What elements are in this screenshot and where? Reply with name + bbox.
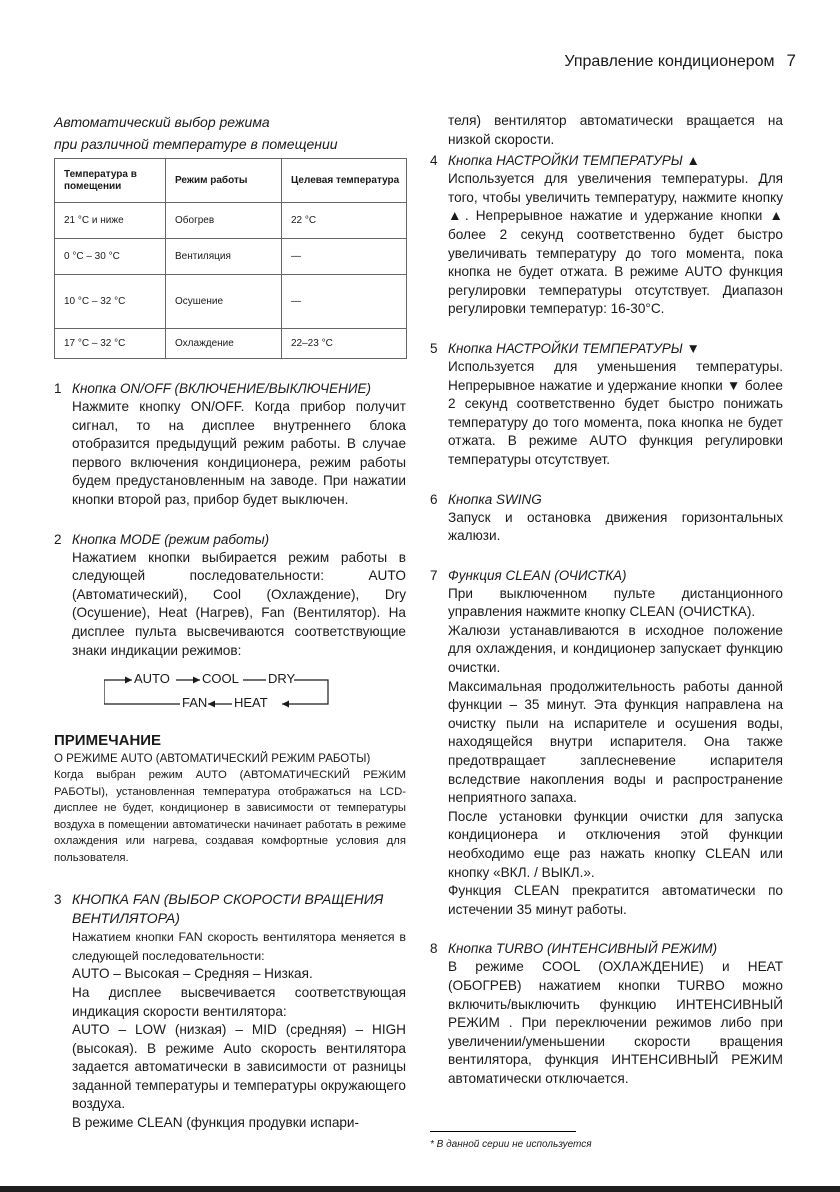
mode-table bbox=[54, 158, 407, 359]
section-mode bbox=[54, 530, 406, 712]
note-title: ПРИМЕЧАНИЕ bbox=[54, 732, 162, 750]
table-title bbox=[54, 112, 406, 154]
mode-auto-label: AUTO bbox=[134, 671, 170, 687]
mode-heat-label: HEAT bbox=[234, 695, 268, 711]
table-cell: Обогрев bbox=[166, 203, 282, 239]
mode-sequence-diagram bbox=[72, 669, 406, 711]
footnote: * В данной серии не используется bbox=[430, 1139, 592, 1150]
section-swing bbox=[430, 490, 783, 546]
section-number: 3 bbox=[54, 892, 62, 908]
section-text: Нажатием кнопки FAN скорость вентилятора меняется в следующей последовательности: bbox=[72, 930, 406, 963]
table-row bbox=[55, 239, 407, 275]
section-text: Функция CLEAN прекратится автоматически по истечении 35 минут работы. bbox=[448, 883, 783, 917]
table-header-row bbox=[55, 159, 407, 203]
section-text: AUTO – Высокая – Средняя – Низкая. bbox=[72, 966, 313, 982]
section-number: 1 bbox=[54, 381, 62, 396]
left-column bbox=[54, 112, 406, 1133]
section-number: 2 bbox=[54, 531, 62, 547]
note-subtitle: О РЕЖИМЕ AUTO (АВТОМАТИЧЕСКИЙ РЕЖИМ РАБОТЫ) bbox=[54, 753, 371, 766]
table-header-cell: Целевая температура bbox=[282, 159, 407, 203]
page-header bbox=[564, 51, 796, 71]
table-cell: Осушение bbox=[166, 275, 282, 329]
table-cell: Вентиляция bbox=[166, 239, 282, 275]
table-cell: — bbox=[282, 239, 407, 275]
section-text: В режиме CLEAN (функция продувки испари- bbox=[72, 1115, 360, 1131]
mode-dry-label: DRY bbox=[268, 671, 296, 687]
section-text: AUTO – LOW (низкая) – MID (средняя) – HIGH (высокая). В режиме Auto скорость вентилятора задается автоматически в зависимости от разницы заданной температуры и температуры окружающего воздуха. bbox=[72, 1022, 406, 1112]
bottom-bar bbox=[0, 1186, 840, 1192]
section-text: На дисплее высвечивается соответствующая индикация скорости вентилятора: bbox=[72, 984, 406, 1019]
section-heading: Кнопка НАСТРОЙКИ ТЕМПЕРАТУРЫ ▼ bbox=[448, 340, 700, 356]
table-header-cell: Режим работы bbox=[166, 159, 282, 203]
section-text: Запуск и остановка движения горизонтальных жалюзи. bbox=[448, 509, 783, 544]
table-cell: 22–23 °C bbox=[282, 329, 407, 359]
note-block bbox=[54, 731, 406, 866]
section-text-continued: теля) вентилятор автоматически вращается на низкой скорости. bbox=[448, 113, 783, 147]
section-heading: Кнопка MODE (режим работы) bbox=[72, 531, 270, 547]
page-number: 7 bbox=[786, 51, 796, 70]
table-cell: Охлаждение bbox=[166, 329, 282, 359]
table-cell: 22 °C bbox=[282, 203, 407, 239]
table-cell: 21 °C и ниже bbox=[55, 203, 166, 239]
section-text: Нажатием кнопки выбирается режим работы в следующей последовательности: AUTO (Автоматический), Cool (Охлаждение), Dry (Осушение), Heat (Нагрев), Fan (Вентилятор). На дисплее пульта высвечиваются соответствующие знаки индикации режимов: bbox=[72, 549, 406, 658]
mode-fan-label: FAN bbox=[182, 695, 208, 711]
section-turbo bbox=[430, 939, 783, 1088]
table-title-line: при различной температуре в помещении bbox=[54, 136, 338, 152]
section-text: В режиме COOL (ОХЛАЖДЕНИЕ) и HEAT (ОБОГРЕВ) нажатием кнопки TURBO можно включить/выключить функцию ИНТЕНСИВНЫЙ РЕЖИМ . При переключении режимов либо при увеличении/уменьшении скорости вращения вентилятора, функция ИНТЕНСИВНЫЙ РЕЖИМ автоматически отключается. bbox=[448, 959, 783, 1086]
section-text: Жалюзи устанавливаются в исходное положение для охлаждения, и кондиционер запускает функцию очистки. bbox=[448, 622, 783, 676]
header-title: Управление кондиционером bbox=[564, 53, 775, 70]
section-temp-down bbox=[430, 339, 783, 470]
table-row bbox=[55, 203, 407, 239]
mode-cool-label: COOL bbox=[202, 671, 239, 687]
section-text: При выключенном пульте дистанционного управления нажмите кнопку CLEAN (ОЧИСТКА). bbox=[448, 585, 783, 620]
section-heading: Кнопка ON/OFF (ВКЛЮЧЕНИЕ/ВЫКЛЮЧЕНИЕ) bbox=[72, 381, 371, 396]
section-text: Используется для уменьшения температуры. Непрерывное нажатие и удержание кнопки ▼ более 2 секунд соответственно будет быстро понижать температуру до того момента, пока кнопка не будет отжата. В режиме AUTO функция регулировки температуры отсутствует. bbox=[448, 358, 783, 467]
section-heading: КНОПКА FAN (ВЫБОР СКОРОСТИ ВРАЩЕНИЯ ВЕНТИЛЯТОРА) bbox=[72, 891, 384, 927]
section-clean bbox=[430, 566, 783, 920]
section-number: 6 bbox=[430, 491, 438, 507]
section-heading: Функция CLEAN (ОЧИСТКА) bbox=[448, 567, 627, 583]
section-number: 8 bbox=[430, 941, 438, 957]
section-number: 7 bbox=[430, 567, 438, 583]
section-text: Максимальная продолжительность работы данной функции – 35 минут. Эта функция направлена на очистку пыли на испарителе и осушения воды, находящейся внутри испарителя. Она также предотвращает заплесневение испарителя вследствие накопления воды и распространение неприятного запаха. bbox=[448, 678, 783, 806]
section-text: Нажмите кнопку ON/OFF. Когда прибор получит сигнал, то на дисплее внутреннего блока отобразится предыдущий режим работы. В случае первого включения кондиционера, режим работы будем предустановленным на заводе. При нажатии кнопки второй раз, прибор будет выключен. bbox=[72, 399, 406, 507]
section-temp-up bbox=[430, 151, 783, 319]
section-text: После установки функции очистки для запуска кондиционера и отключения этой функции необходимо еще раз нажать кнопку CLEAN или кнопку «ВКЛ. / ВЫКЛ.». bbox=[448, 808, 783, 880]
note-text: Когда выбран режим AUTO (АВТОМАТИЧЕСКИЙ РЕЖИМ РАБОТЫ), установленная температура отображаться на LCD-дисплее не будет, кондиционер в зависимости от температуры воздуха в помещении автоматически начинает работать в режиме охлаждения или нагрева, создавая комфортные условия для пользователя. bbox=[54, 769, 406, 864]
section-on-off bbox=[54, 379, 406, 510]
section-number: 5 bbox=[430, 340, 438, 356]
section-number: 4 bbox=[430, 153, 438, 169]
table-row bbox=[55, 329, 407, 359]
section-text: Используется для увеличения температуры. Для того, чтобы увеличить температуру, нажмите кнопку ▲. Непрерывное нажатие и удержание кнопки ▲ более 2 секунд соответственно будет быстро увеличивать температуру до того момента, пока кнопка не будет отжата. В режиме AUTO функция регулировки температуры отсутствует. Диапазон регулировки температур: 16-30°C. bbox=[448, 171, 783, 317]
section-heading: Кнопка SWING bbox=[448, 491, 542, 507]
table-header-cell: Температура в помещении bbox=[55, 159, 166, 203]
footnote-rule bbox=[430, 1131, 576, 1132]
right-column bbox=[430, 112, 783, 1089]
section-heading: Кнопка НАСТРОЙКИ ТЕМПЕРАТУРЫ ▲ bbox=[448, 153, 700, 169]
table-row bbox=[55, 275, 407, 329]
table-cell: 0 °C – 30 °C bbox=[55, 239, 166, 275]
table-cell: 10 °C – 32 °C bbox=[55, 275, 166, 329]
section-fan bbox=[54, 890, 406, 1133]
table-title-line: Автоматический выбор режима bbox=[54, 114, 270, 130]
section-heading: Кнопка TURBO (ИНТЕНСИВНЫЙ РЕЖИМ) bbox=[448, 941, 718, 957]
table-cell: 17 °C – 32 °C bbox=[55, 329, 166, 359]
table-cell: — bbox=[282, 275, 407, 329]
